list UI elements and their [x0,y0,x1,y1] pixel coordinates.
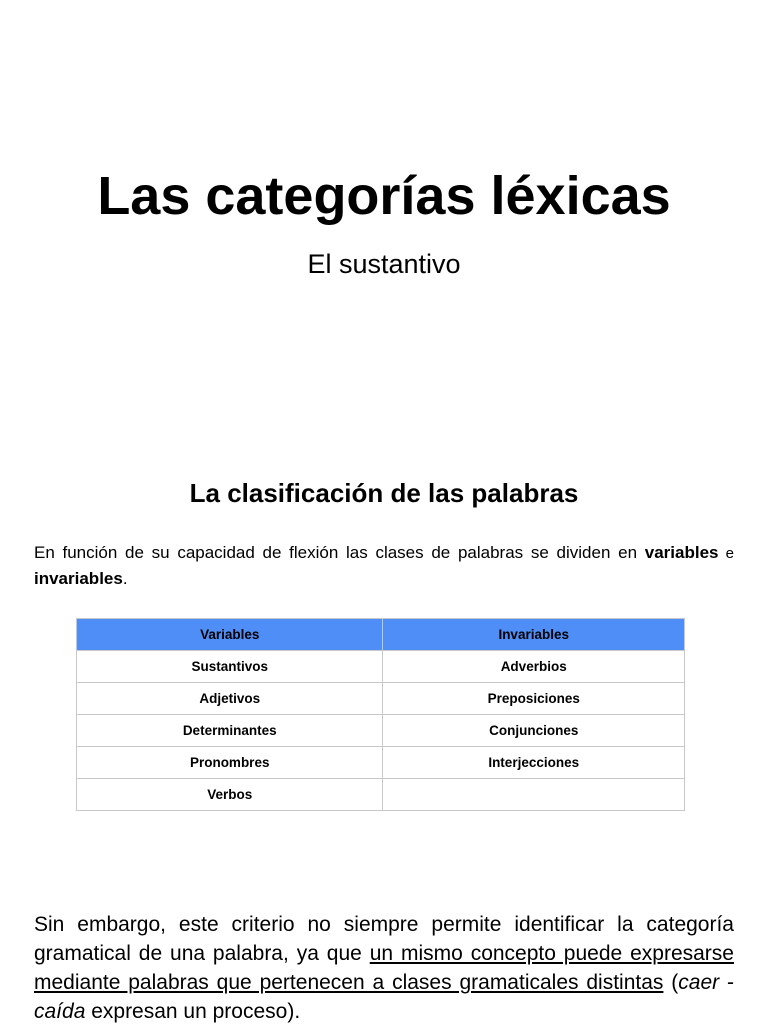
table-header-row [77,619,685,651]
table-cell: Sustantivos [77,651,383,683]
intro-bold-invariables: invariables [34,569,123,588]
page-subtitle: El sustantivo [307,249,461,279]
table-row [77,651,685,683]
table-cell: Adjetivos [77,683,383,715]
table-cell [383,779,685,811]
intro-paragraph [34,540,734,591]
table-row [77,715,685,747]
closing-paren-open: ( [663,971,679,994]
table-cell: Conjunciones [383,715,685,747]
closing-paragraph [34,910,734,1026]
table-row [77,683,685,715]
table-header-invariables: Invariables [383,619,685,651]
table-row [77,747,685,779]
intro-text: En función de su capacidad de flexión las clases de palabras se dividen en [34,543,645,562]
intro-bold-variables: variables [644,543,719,562]
table-cell: Pronombres [77,747,383,779]
table-cell: Verbos [77,779,383,811]
closing-text: Sin embargo, este criterio no siempre permite identificar la categoría gramatical de una palabra, ya que [34,913,734,965]
intro-conjunction: e [718,545,734,562]
intro-period: . [122,569,128,588]
section-title: La clasificación de las palabras [189,478,579,508]
table-cell: Adverbios [383,651,685,683]
table-cell: Preposiciones [383,683,685,715]
closing-example-dash: - [719,971,734,994]
closing-example-caer: caer [678,971,720,994]
table-cell: Determinantes [77,715,383,747]
closing-underlined-text: un mismo concepto puede expresarse mediante palabras que pertenecen a clases gramaticales distintas [34,942,734,994]
table-header-variables: Variables [77,619,383,651]
table-cell: Interjecciones [383,747,685,779]
closing-example-caida: caída [34,1000,86,1023]
page-title: Las categorías léxicas [97,166,671,226]
table-row [77,779,685,811]
closing-text-end: expresan un proceso). [85,1000,301,1023]
word-class-table [76,618,685,811]
